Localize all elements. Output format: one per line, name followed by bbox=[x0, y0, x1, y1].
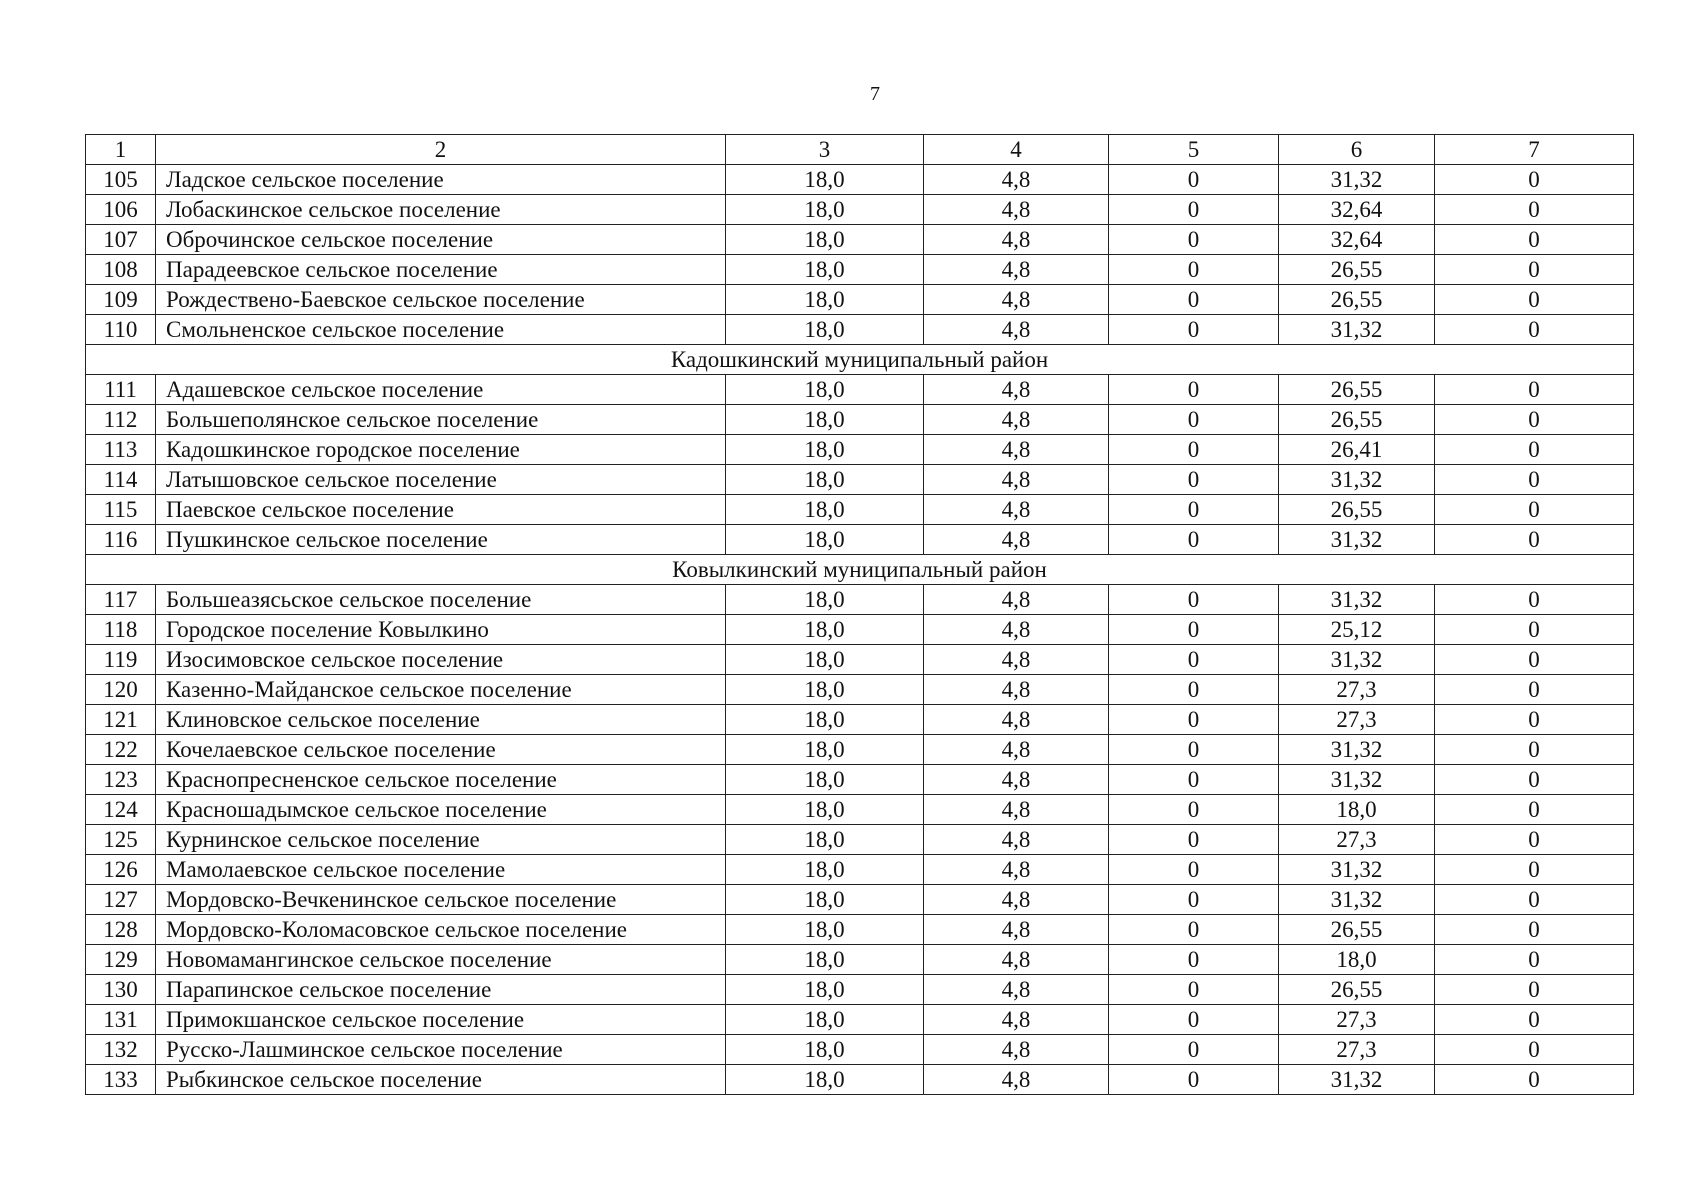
row-number: 118 bbox=[86, 615, 156, 645]
value-col4: 4,8 bbox=[924, 315, 1109, 345]
settlement-name: Казенно-Майданское сельское поселение bbox=[156, 675, 726, 705]
table-body bbox=[86, 135, 1634, 1095]
value-col7: 0 bbox=[1435, 735, 1634, 765]
settlement-name: Латышовское сельское поселение bbox=[156, 465, 726, 495]
table-row bbox=[86, 675, 1634, 705]
value-col4: 4,8 bbox=[924, 1065, 1109, 1095]
row-number: 111 bbox=[86, 375, 156, 405]
value-col4: 4,8 bbox=[924, 195, 1109, 225]
value-col5: 0 bbox=[1109, 255, 1279, 285]
value-col3: 18,0 bbox=[726, 615, 924, 645]
table-row bbox=[86, 825, 1634, 855]
value-col3: 18,0 bbox=[726, 915, 924, 945]
value-col7: 0 bbox=[1435, 795, 1634, 825]
value-col7: 0 bbox=[1435, 945, 1634, 975]
value-col3: 18,0 bbox=[726, 375, 924, 405]
value-col7: 0 bbox=[1435, 855, 1634, 885]
value-col3: 18,0 bbox=[726, 195, 924, 225]
value-col5: 0 bbox=[1109, 375, 1279, 405]
value-col4: 4,8 bbox=[924, 615, 1109, 645]
value-col4: 4,8 bbox=[924, 705, 1109, 735]
value-col5: 0 bbox=[1109, 1035, 1279, 1065]
value-col7: 0 bbox=[1435, 495, 1634, 525]
value-col4: 4,8 bbox=[924, 885, 1109, 915]
table-row bbox=[86, 765, 1634, 795]
value-col5: 0 bbox=[1109, 915, 1279, 945]
value-col4: 4,8 bbox=[924, 855, 1109, 885]
settlement-name: Кочелаевское сельское поселение bbox=[156, 735, 726, 765]
value-col7: 0 bbox=[1435, 765, 1634, 795]
settlement-name: Мамолаевское сельское поселение bbox=[156, 855, 726, 885]
value-col5: 0 bbox=[1109, 585, 1279, 615]
value-col5: 0 bbox=[1109, 1005, 1279, 1035]
settlement-name: Изосимовское сельское поселение bbox=[156, 645, 726, 675]
settlement-name: Большеполянское сельское поселение bbox=[156, 405, 726, 435]
value-col6: 31,32 bbox=[1279, 765, 1435, 795]
value-col3: 18,0 bbox=[726, 495, 924, 525]
value-col6: 26,55 bbox=[1279, 375, 1435, 405]
header-cell: 6 bbox=[1279, 135, 1435, 165]
table-row bbox=[86, 195, 1634, 225]
header-cell: 5 bbox=[1109, 135, 1279, 165]
table-row bbox=[86, 225, 1634, 255]
value-col3: 18,0 bbox=[726, 165, 924, 195]
value-col6: 26,55 bbox=[1279, 285, 1435, 315]
row-number: 126 bbox=[86, 855, 156, 885]
settlement-name: Мордовско-Коломасовское сельское поселение bbox=[156, 915, 726, 945]
settlement-name: Красношадымское сельское поселение bbox=[156, 795, 726, 825]
value-col5: 0 bbox=[1109, 1065, 1279, 1095]
value-col6: 26,55 bbox=[1279, 915, 1435, 945]
value-col3: 18,0 bbox=[726, 465, 924, 495]
value-col6: 27,3 bbox=[1279, 1035, 1435, 1065]
settlement-name: Лобаскинское сельское поселение bbox=[156, 195, 726, 225]
value-col7: 0 bbox=[1435, 165, 1634, 195]
settlement-name: Русско-Лашминское сельское поселение bbox=[156, 1035, 726, 1065]
value-col7: 0 bbox=[1435, 195, 1634, 225]
settlement-name: Кадошкинское городское поселение bbox=[156, 435, 726, 465]
settlements-table bbox=[85, 134, 1634, 1095]
value-col4: 4,8 bbox=[924, 645, 1109, 675]
value-col3: 18,0 bbox=[726, 735, 924, 765]
value-col4: 4,8 bbox=[924, 1035, 1109, 1065]
value-col7: 0 bbox=[1435, 375, 1634, 405]
settlement-name: Большеазясьское сельское поселение bbox=[156, 585, 726, 615]
value-col5: 0 bbox=[1109, 675, 1279, 705]
row-number: 129 bbox=[86, 945, 156, 975]
value-col6: 18,0 bbox=[1279, 795, 1435, 825]
value-col3: 18,0 bbox=[726, 285, 924, 315]
row-number: 114 bbox=[86, 465, 156, 495]
settlement-name: Клиновское сельское поселение bbox=[156, 705, 726, 735]
value-col3: 18,0 bbox=[726, 825, 924, 855]
settlement-name: Краснопресненское сельское поселение bbox=[156, 765, 726, 795]
value-col5: 0 bbox=[1109, 525, 1279, 555]
value-col3: 18,0 bbox=[726, 645, 924, 675]
value-col7: 0 bbox=[1435, 465, 1634, 495]
settlement-name: Смольненское сельское поселение bbox=[156, 315, 726, 345]
table-row bbox=[86, 585, 1634, 615]
value-col3: 18,0 bbox=[726, 855, 924, 885]
value-col3: 18,0 bbox=[726, 675, 924, 705]
row-number: 116 bbox=[86, 525, 156, 555]
value-col5: 0 bbox=[1109, 285, 1279, 315]
value-col3: 18,0 bbox=[726, 225, 924, 255]
value-col4: 4,8 bbox=[924, 1005, 1109, 1035]
value-col7: 0 bbox=[1435, 255, 1634, 285]
row-number: 109 bbox=[86, 285, 156, 315]
value-col5: 0 bbox=[1109, 885, 1279, 915]
value-col6: 32,64 bbox=[1279, 225, 1435, 255]
row-number: 108 bbox=[86, 255, 156, 285]
value-col7: 0 bbox=[1435, 315, 1634, 345]
value-col7: 0 bbox=[1435, 285, 1634, 315]
value-col5: 0 bbox=[1109, 435, 1279, 465]
table-row bbox=[86, 705, 1634, 735]
row-number: 105 bbox=[86, 165, 156, 195]
value-col5: 0 bbox=[1109, 465, 1279, 495]
value-col6: 32,64 bbox=[1279, 195, 1435, 225]
value-col3: 18,0 bbox=[726, 945, 924, 975]
value-col7: 0 bbox=[1435, 975, 1634, 1005]
table-row bbox=[86, 465, 1634, 495]
value-col5: 0 bbox=[1109, 645, 1279, 675]
district-row bbox=[86, 555, 1634, 585]
value-col6: 31,32 bbox=[1279, 855, 1435, 885]
value-col6: 27,3 bbox=[1279, 705, 1435, 735]
header-cell: 3 bbox=[726, 135, 924, 165]
table-row bbox=[86, 255, 1634, 285]
value-col4: 4,8 bbox=[924, 525, 1109, 555]
value-col4: 4,8 bbox=[924, 825, 1109, 855]
value-col6: 31,32 bbox=[1279, 315, 1435, 345]
value-col7: 0 bbox=[1435, 525, 1634, 555]
table-row bbox=[86, 435, 1634, 465]
row-number: 121 bbox=[86, 705, 156, 735]
value-col4: 4,8 bbox=[924, 285, 1109, 315]
value-col7: 0 bbox=[1435, 1005, 1634, 1035]
value-col5: 0 bbox=[1109, 705, 1279, 735]
value-col3: 18,0 bbox=[726, 255, 924, 285]
value-col4: 4,8 bbox=[924, 945, 1109, 975]
table-row bbox=[86, 645, 1634, 675]
header-cell: 2 bbox=[156, 135, 726, 165]
district-row bbox=[86, 345, 1634, 375]
table-row bbox=[86, 165, 1634, 195]
value-col7: 0 bbox=[1435, 1065, 1634, 1095]
value-col5: 0 bbox=[1109, 855, 1279, 885]
value-col4: 4,8 bbox=[924, 465, 1109, 495]
row-number: 133 bbox=[86, 1065, 156, 1095]
page-number: 7 bbox=[870, 83, 880, 105]
value-col4: 4,8 bbox=[924, 585, 1109, 615]
table-row bbox=[86, 405, 1634, 435]
value-col4: 4,8 bbox=[924, 375, 1109, 405]
row-number: 119 bbox=[86, 645, 156, 675]
value-col4: 4,8 bbox=[924, 225, 1109, 255]
value-col6: 27,3 bbox=[1279, 825, 1435, 855]
value-col5: 0 bbox=[1109, 615, 1279, 645]
settlement-name: Паевское сельское поселение bbox=[156, 495, 726, 525]
table-row bbox=[86, 495, 1634, 525]
value-col3: 18,0 bbox=[726, 975, 924, 1005]
table-row bbox=[86, 1065, 1634, 1095]
value-col7: 0 bbox=[1435, 405, 1634, 435]
value-col5: 0 bbox=[1109, 765, 1279, 795]
value-col6: 18,0 bbox=[1279, 945, 1435, 975]
table-row bbox=[86, 525, 1634, 555]
row-number: 122 bbox=[86, 735, 156, 765]
value-col7: 0 bbox=[1435, 435, 1634, 465]
table-row bbox=[86, 285, 1634, 315]
value-col5: 0 bbox=[1109, 225, 1279, 255]
row-number: 127 bbox=[86, 885, 156, 915]
value-col4: 4,8 bbox=[924, 405, 1109, 435]
row-number: 113 bbox=[86, 435, 156, 465]
value-col5: 0 bbox=[1109, 495, 1279, 525]
row-number: 124 bbox=[86, 795, 156, 825]
settlement-name: Рыбкинское сельское поселение bbox=[156, 1065, 726, 1095]
row-number: 107 bbox=[86, 225, 156, 255]
value-col4: 4,8 bbox=[924, 765, 1109, 795]
settlement-name: Пушкинское сельское поселение bbox=[156, 525, 726, 555]
settlement-name: Парадеевское сельское поселение bbox=[156, 255, 726, 285]
value-col5: 0 bbox=[1109, 315, 1279, 345]
settlement-name: Примокшанское сельское поселение bbox=[156, 1005, 726, 1035]
value-col5: 0 bbox=[1109, 405, 1279, 435]
value-col3: 18,0 bbox=[726, 705, 924, 735]
value-col6: 31,32 bbox=[1279, 465, 1435, 495]
value-col4: 4,8 bbox=[924, 915, 1109, 945]
value-col4: 4,8 bbox=[924, 735, 1109, 765]
value-col7: 0 bbox=[1435, 915, 1634, 945]
value-col3: 18,0 bbox=[726, 525, 924, 555]
value-col6: 31,32 bbox=[1279, 525, 1435, 555]
value-col7: 0 bbox=[1435, 885, 1634, 915]
value-col7: 0 bbox=[1435, 1035, 1634, 1065]
value-col5: 0 bbox=[1109, 825, 1279, 855]
table-row bbox=[86, 915, 1634, 945]
value-col5: 0 bbox=[1109, 975, 1279, 1005]
value-col7: 0 bbox=[1435, 585, 1634, 615]
settlement-name: Рождествено-Баевское сельское поселение bbox=[156, 285, 726, 315]
settlement-name: Мордовско-Вечкенинское сельское поселение bbox=[156, 885, 726, 915]
row-number: 120 bbox=[86, 675, 156, 705]
row-number: 112 bbox=[86, 405, 156, 435]
table-row bbox=[86, 735, 1634, 765]
value-col3: 18,0 bbox=[726, 1035, 924, 1065]
value-col5: 0 bbox=[1109, 795, 1279, 825]
value-col4: 4,8 bbox=[924, 255, 1109, 285]
row-number: 131 bbox=[86, 1005, 156, 1035]
table-row bbox=[86, 1005, 1634, 1035]
value-col7: 0 bbox=[1435, 825, 1634, 855]
value-col5: 0 bbox=[1109, 165, 1279, 195]
header-cell: 7 bbox=[1435, 135, 1634, 165]
value-col4: 4,8 bbox=[924, 675, 1109, 705]
value-col3: 18,0 bbox=[726, 765, 924, 795]
settlement-name: Курнинское сельское поселение bbox=[156, 825, 726, 855]
settlement-name: Адашевское сельское поселение bbox=[156, 375, 726, 405]
header-cell: 1 bbox=[86, 135, 156, 165]
value-col4: 4,8 bbox=[924, 795, 1109, 825]
value-col3: 18,0 bbox=[726, 435, 924, 465]
row-number: 128 bbox=[86, 915, 156, 945]
value-col7: 0 bbox=[1435, 675, 1634, 705]
settlement-name: Парапинское сельское поселение bbox=[156, 975, 726, 1005]
value-col7: 0 bbox=[1435, 645, 1634, 675]
value-col6: 31,32 bbox=[1279, 585, 1435, 615]
table-row bbox=[86, 885, 1634, 915]
settlement-name: Оброчинское сельское поселение bbox=[156, 225, 726, 255]
value-col6: 31,32 bbox=[1279, 885, 1435, 915]
value-col4: 4,8 bbox=[924, 975, 1109, 1005]
district-heading: Ковылкинский муниципальный район bbox=[86, 555, 1634, 585]
value-col6: 26,55 bbox=[1279, 495, 1435, 525]
table-row bbox=[86, 315, 1634, 345]
value-col6: 31,32 bbox=[1279, 645, 1435, 675]
value-col6: 31,32 bbox=[1279, 735, 1435, 765]
header-cell: 4 bbox=[924, 135, 1109, 165]
value-col5: 0 bbox=[1109, 735, 1279, 765]
value-col6: 31,32 bbox=[1279, 1065, 1435, 1095]
table-row bbox=[86, 855, 1634, 885]
value-col6: 31,32 bbox=[1279, 165, 1435, 195]
value-col7: 0 bbox=[1435, 705, 1634, 735]
value-col6: 27,3 bbox=[1279, 675, 1435, 705]
value-col3: 18,0 bbox=[726, 885, 924, 915]
value-col5: 0 bbox=[1109, 945, 1279, 975]
value-col6: 26,55 bbox=[1279, 255, 1435, 285]
district-heading: Кадошкинский муниципальный район bbox=[86, 345, 1634, 375]
value-col3: 18,0 bbox=[726, 585, 924, 615]
value-col6: 26,55 bbox=[1279, 405, 1435, 435]
value-col3: 18,0 bbox=[726, 795, 924, 825]
table-row bbox=[86, 975, 1634, 1005]
header-row bbox=[86, 135, 1634, 165]
row-number: 110 bbox=[86, 315, 156, 345]
settlement-name: Городское поселение Ковылкино bbox=[156, 615, 726, 645]
value-col5: 0 bbox=[1109, 195, 1279, 225]
table-row bbox=[86, 375, 1634, 405]
settlement-name: Ладское сельское поселение bbox=[156, 165, 726, 195]
value-col6: 26,41 bbox=[1279, 435, 1435, 465]
value-col3: 18,0 bbox=[726, 315, 924, 345]
value-col6: 27,3 bbox=[1279, 1005, 1435, 1035]
settlement-name: Новомамангинское сельское поселение bbox=[156, 945, 726, 975]
value-col3: 18,0 bbox=[726, 1005, 924, 1035]
value-col6: 25,12 bbox=[1279, 615, 1435, 645]
value-col4: 4,8 bbox=[924, 435, 1109, 465]
value-col3: 18,0 bbox=[726, 405, 924, 435]
row-number: 132 bbox=[86, 1035, 156, 1065]
value-col7: 0 bbox=[1435, 225, 1634, 255]
row-number: 106 bbox=[86, 195, 156, 225]
value-col3: 18,0 bbox=[726, 1065, 924, 1095]
value-col6: 26,55 bbox=[1279, 975, 1435, 1005]
table-row bbox=[86, 1035, 1634, 1065]
value-col4: 4,8 bbox=[924, 165, 1109, 195]
row-number: 130 bbox=[86, 975, 156, 1005]
value-col7: 0 bbox=[1435, 615, 1634, 645]
table-row bbox=[86, 795, 1634, 825]
row-number: 115 bbox=[86, 495, 156, 525]
row-number: 125 bbox=[86, 825, 156, 855]
table-row bbox=[86, 945, 1634, 975]
table-row bbox=[86, 615, 1634, 645]
row-number: 117 bbox=[86, 585, 156, 615]
value-col4: 4,8 bbox=[924, 495, 1109, 525]
row-number: 123 bbox=[86, 765, 156, 795]
